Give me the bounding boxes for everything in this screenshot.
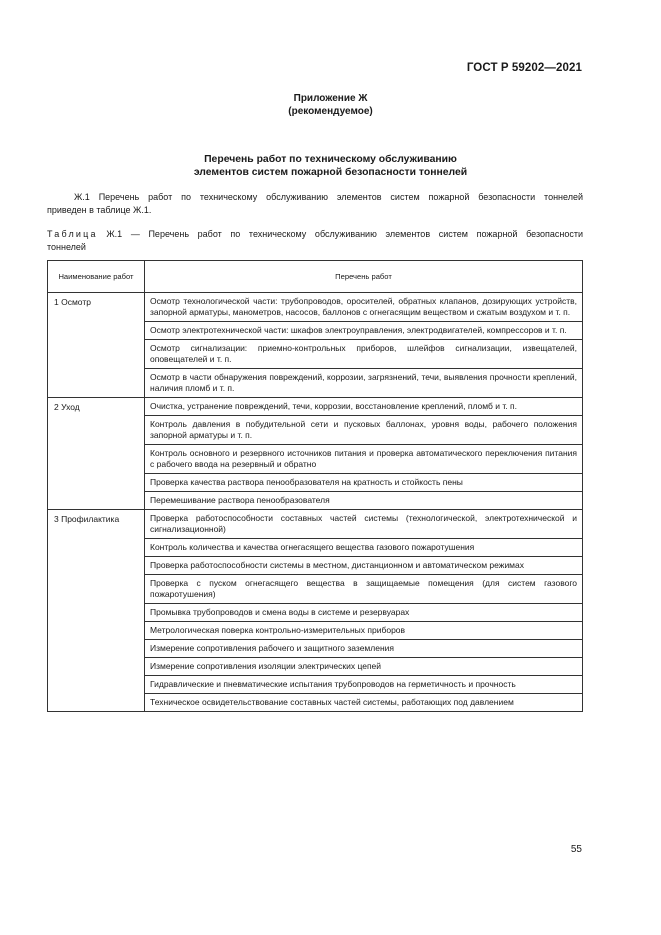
work-item: Метрологическая поверка контрольно-измерительных приборов [145, 622, 583, 640]
work-item: Очистка, устранение повреждений, течи, коррозии, восстановление креплений, пломб и т. п. [145, 398, 583, 416]
work-item: Осмотр сигнализации: приемно-контрольных приборов, шлейфов сигнализации, извещателей, оповещателей и т. п. [145, 340, 583, 369]
table-row [48, 510, 583, 539]
work-item: Осмотр в части обнаружения повреждений, коррозии, загрязнений, течи, выявления прочности креплений, наличия пломб и т. п. [145, 369, 583, 398]
work-item: Контроль основного и резервного источников питания и проверка автоматического переключения питания с рабочего ввода на резервный и обратно [145, 445, 583, 474]
heading-line-2: элементов систем пожарной безопасности тоннелей [193, 167, 468, 178]
work-item: Техническое освидетельствование составных частей системы, работающих под давлением [145, 694, 583, 712]
work-item: Проверка работоспособности составных частей системы (технологической, электротехнической и сигнализационной) [145, 510, 583, 539]
work-category: 1 Осмотр [48, 293, 145, 398]
intro-line-2: приведен в таблице Ж.1. [47, 205, 152, 215]
work-category: 2 Уход [48, 398, 145, 510]
work-item: Перемешивание раствора пенообразователя [145, 492, 583, 510]
heading-line-1: Перечень работ по техническому обслуживанию [204, 154, 457, 165]
table-caption [47, 228, 583, 254]
page-number: 55 [570, 844, 582, 855]
table-row [48, 398, 583, 416]
works-table [47, 260, 583, 712]
appendix-block [0, 92, 661, 118]
appendix-title: Приложение Ж [293, 93, 368, 104]
work-category: 3 Профилактика [48, 510, 145, 712]
work-item: Измерение сопротивления изоляции электрических цепей [145, 658, 583, 676]
intro-line-1: Ж.1 Перечень работ по техническому обслуживанию элементов систем пожарной безопасности тоннелей [74, 192, 583, 202]
work-item: Проверка с пуском огнегасящего вещества в защищаемые помещения (для систем газового пожаротушения) [145, 575, 583, 604]
caption-line-2: тоннелей [47, 242, 86, 252]
caption-text: Ж.1 — Перечень работ по техническому обслуживанию элементов систем пожарной безопасности [97, 229, 583, 239]
table-row [48, 293, 583, 322]
section-heading [0, 153, 661, 179]
intro-paragraph [47, 191, 583, 217]
work-item: Гидравлические и пневматические испытания трубопроводов на герметичность и прочность [145, 676, 583, 694]
caption-label: Таблица [47, 229, 98, 239]
header-name: Наименование работ [48, 261, 145, 293]
work-item: Измерение сопротивления рабочего и защитного заземления [145, 640, 583, 658]
work-item: Осмотр электротехнической части: шкафов электроуправления, электродвигателей, компрессоров и т. п. [145, 322, 583, 340]
work-item: Осмотр технологической части: трубопроводов, оросителей, обратных клапанов, дозирующих устройств, запорной арматуры, манометров, насосов, баллонов с огнегасящим веществом и сжатым воздухом и т. п. [145, 293, 583, 322]
work-item: Проверка качества раствора пенообразователя на кратность и стойкость пены [145, 474, 583, 492]
work-item: Контроль количества и качества огнегасящего вещества газового пожаротушения [145, 539, 583, 557]
caption-line-1 [47, 228, 583, 241]
header-list: Перечень работ [145, 261, 583, 293]
work-item: Промывка трубопроводов и смена воды в системе и резервуарах [145, 604, 583, 622]
appendix-note: (рекомендуемое) [288, 106, 373, 117]
work-item: Контроль давления в побудительной сети и пусковых баллонах, уровня воды, рабочего положения запорной арматуры и т. п. [145, 416, 583, 445]
standard-code: ГОСТ Р 59202—2021 [466, 62, 582, 74]
table-body [48, 293, 583, 712]
work-item: Проверка работоспособности системы в местном, дистанционном и автоматическом режимах [145, 557, 583, 575]
table-header-row [48, 261, 583, 293]
